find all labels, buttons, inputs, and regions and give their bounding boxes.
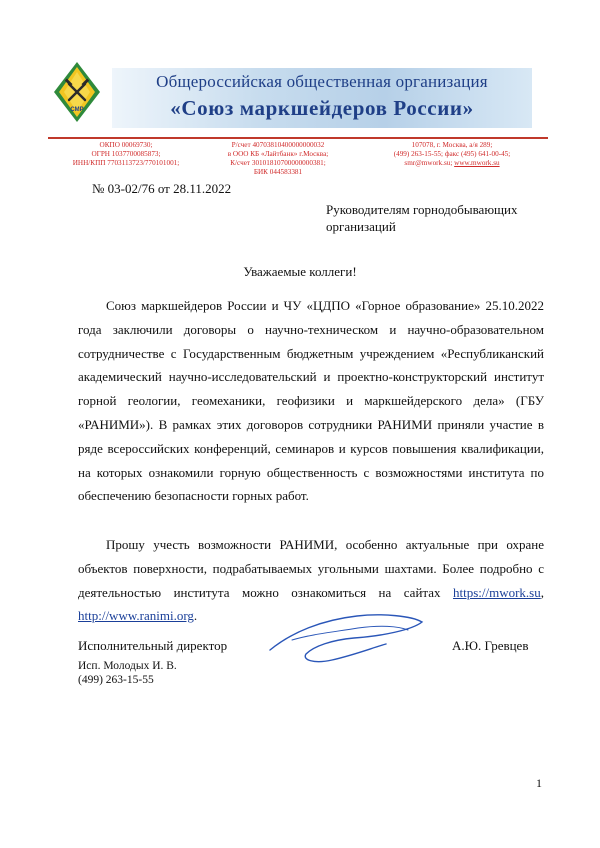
page-number: 1 [536, 776, 542, 790]
letter-reference: № 03-02/76 от 28.11.2022 [92, 181, 232, 196]
org-title: «Союз маркшейдеров России» [170, 96, 474, 120]
requisite-line: ИНН/КПП 7703113723/770101001; [72, 159, 180, 167]
paragraph-text: Прошу учесть возможности РАНИМИ, особенно актуальные при охране объектов поверхности, подрабатываемых угольными шахтами. Более подробно с деятельностью института можно ознакомиться на сайтах [78, 537, 544, 600]
signature-icon [262, 610, 432, 670]
requisite-line: Р/счет 40703810400000000032 [231, 141, 325, 149]
header-divider [48, 137, 548, 139]
postal-address: 107078, г. Москва, а/я 289; [411, 141, 493, 149]
signer-title: Исполнительный директор [78, 638, 228, 653]
requisites-bank [198, 141, 358, 177]
requisites-codes [60, 141, 192, 168]
paragraph-end: . [193, 608, 198, 624]
greeting: Уважаемые коллеги! [243, 264, 357, 279]
requisites-contacts [372, 141, 532, 168]
requisite-line: БИК 044583381 [253, 168, 303, 176]
body-paragraph-1: Союз маркшейдеров России и ЧУ «ЦДПО «Горное образование» 25.10.2022 года заключили договоры о научно-техническом и научно-образовательном сотрудничестве с Государственным бюджетным учреждением «Республиканский академический научно-исследовательский и проектно-конструкторский институт горной геологии, геомеханики, геофизики и маркшейдерского дела» (ГБУ «РАНИМИ»). В рамках этих договоров сотрудники РАНИМИ приняли участие в ряде всероссийских конференций, семинаров и курсов повышения квалификации, на которых ознакомили горную общественность с возможностями института по обеспечению безопасности горных работ. [78, 298, 544, 504]
executor-name: Исп. Молодых И. В. [78, 660, 177, 672]
smr-logo-icon [52, 60, 102, 124]
ranimi-link[interactable]: http://www.ranimi.org [78, 608, 194, 624]
signer-name: А.Ю. Гревцев [452, 638, 529, 653]
svg-text:СМР: СМР [70, 107, 84, 113]
requisite-line: ОКПО 00069730; [99, 141, 153, 149]
addressee-line: Руководителям горнодобывающих [326, 202, 518, 217]
requisite-line: ОГРН 1037700085873; [91, 150, 161, 158]
requisite-line: К/счет 30101810700000000381; [230, 159, 326, 167]
addressee-line: организаций [326, 219, 396, 234]
email-link[interactable]: smr@mwork.su; [404, 159, 453, 167]
mwork-link[interactable]: https://mwork.su [452, 584, 541, 600]
site-link[interactable]: www.mwork.su [454, 159, 500, 167]
email-site-line [372, 159, 532, 168]
phone-fax: (499) 263-15-55; факс (495) 641-00-45; [393, 150, 511, 158]
addressee [326, 201, 526, 235]
executor-phone: (499) 263-15-55 [78, 674, 154, 686]
requisite-line: в ООО КБ «Лайтбанк» г.Москва; [227, 150, 329, 158]
link-separator: , [540, 584, 544, 600]
org-subtitle: Общероссийская общественная организация [156, 72, 488, 91]
